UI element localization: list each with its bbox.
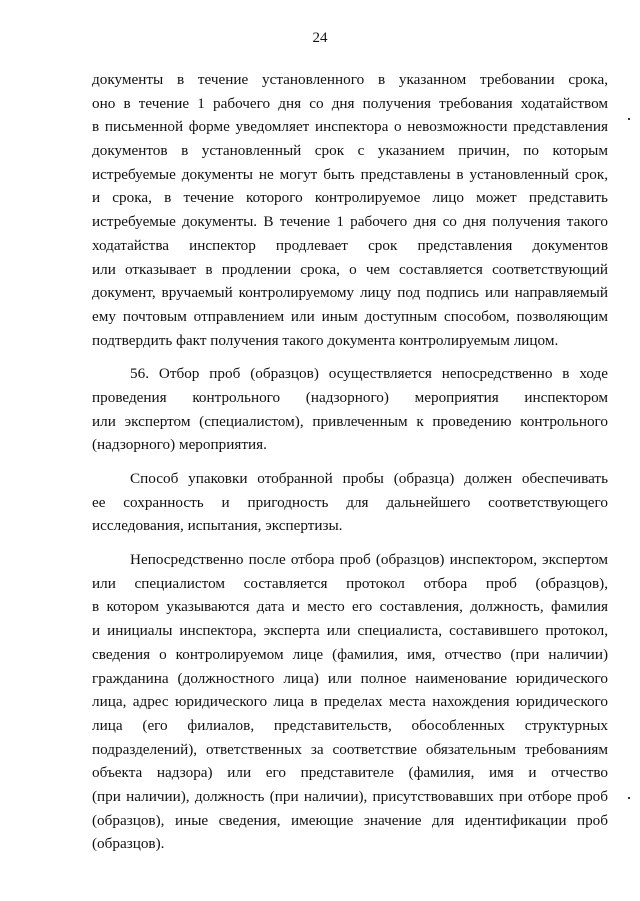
text-line: или специалистом составляется протокол отбора проб (образцов),: [92, 574, 608, 592]
text-line: лица (его филиалов, представительств, обособленных структурных: [92, 716, 608, 734]
text-line: лица, адрес юридического лица в пределах места нахождения юридического: [92, 693, 608, 711]
text-line: документы в течение установленного в указанном требовании срока,: [92, 71, 608, 88]
text-line: оно в течение 1 рабочего дня со дня получения требования ходатайством: [92, 94, 608, 112]
text-line: (надзорного) мероприятия.: [92, 436, 267, 454]
paragraph-spacer: [92, 538, 608, 548]
paragraph-spacer: [92, 352, 608, 362]
text-line: подразделений), ответственных за соответствие обязательным требованиям: [92, 740, 608, 758]
text-line: в котором указываются дата и место его составления, должность, фамилия: [92, 598, 608, 616]
text-line: и срока, в течение которого контролируемое лицо может представить: [92, 189, 608, 207]
page-number: 24: [312, 30, 328, 46]
document-body: [92, 68, 608, 856]
paragraph: [92, 68, 608, 352]
text-line: ему почтовым отправлением или иным доступным способом, позволяющим: [92, 307, 608, 325]
text-line: ходатайства инспектор продлевает срок представления документов: [92, 236, 608, 254]
scan-artifact: [628, 118, 630, 120]
text-line: сведения о контролируемом лице (фамилия, имя, отчество (при наличии): [92, 645, 608, 663]
text-line: или отказывает в продлении срока, о чем составляется соответствующий: [92, 260, 608, 278]
text-line: документ, вручаемый контролируемому лицу под подпись или направляемый: [92, 284, 608, 302]
paragraph: [92, 548, 608, 856]
text-line: в письменной форме уведомляет инспектора о невозможности представления: [92, 118, 608, 136]
text-line: и инициалы инспектора, эксперта или специалиста, составившего протокол,: [92, 622, 608, 640]
text-line: (образцов), иные сведения, имеющие значение для идентификации проб: [92, 811, 608, 829]
text-line: 56. Отбор проб (образцов) осуществляется непосредственно в ходе: [130, 365, 608, 383]
text-line: (при наличии), должность (при наличии), присутствовавших при отборе проб: [92, 787, 608, 805]
text-line: исследования, испытания, экспертизы.: [92, 517, 343, 535]
text-line: истребуемые документы не могут быть представлены в установленный срок,: [92, 165, 608, 183]
text-line: объекта надзора) или его представителе (фамилия, имя и отчество: [92, 764, 608, 782]
text-line: подтвердить факт получения такого документа контролируемым лицом.: [92, 331, 559, 349]
scan-artifact: [628, 797, 630, 799]
text-line: ее сохранность и пригодность для дальнейшего соответствующего: [92, 493, 608, 511]
paragraph: [92, 362, 608, 457]
text-line: Непосредственно после отбора проб (образцов) инспектором, экспертом: [130, 551, 608, 569]
paragraph-spacer: [92, 457, 608, 467]
text-line: Способ упаковки отобранной пробы (образца) должен обеспечивать: [130, 470, 608, 487]
text-line: документов в установленный срок с указанием причин, по которым: [92, 142, 608, 160]
text-line: гражданина (должностного лица) или полное наименование юридического: [92, 669, 608, 687]
text-line: или экспертом (специалистом), привлеченным к проведению контрольного: [92, 412, 608, 430]
text-line: проведения контрольного (надзорного) мероприятия инспектором: [92, 388, 608, 406]
paragraph: [92, 467, 608, 538]
text-line: истребуемые документы. В течение 1 рабочего дня со дня получения такого: [92, 213, 608, 231]
text-line: (образцов).: [92, 835, 165, 853]
